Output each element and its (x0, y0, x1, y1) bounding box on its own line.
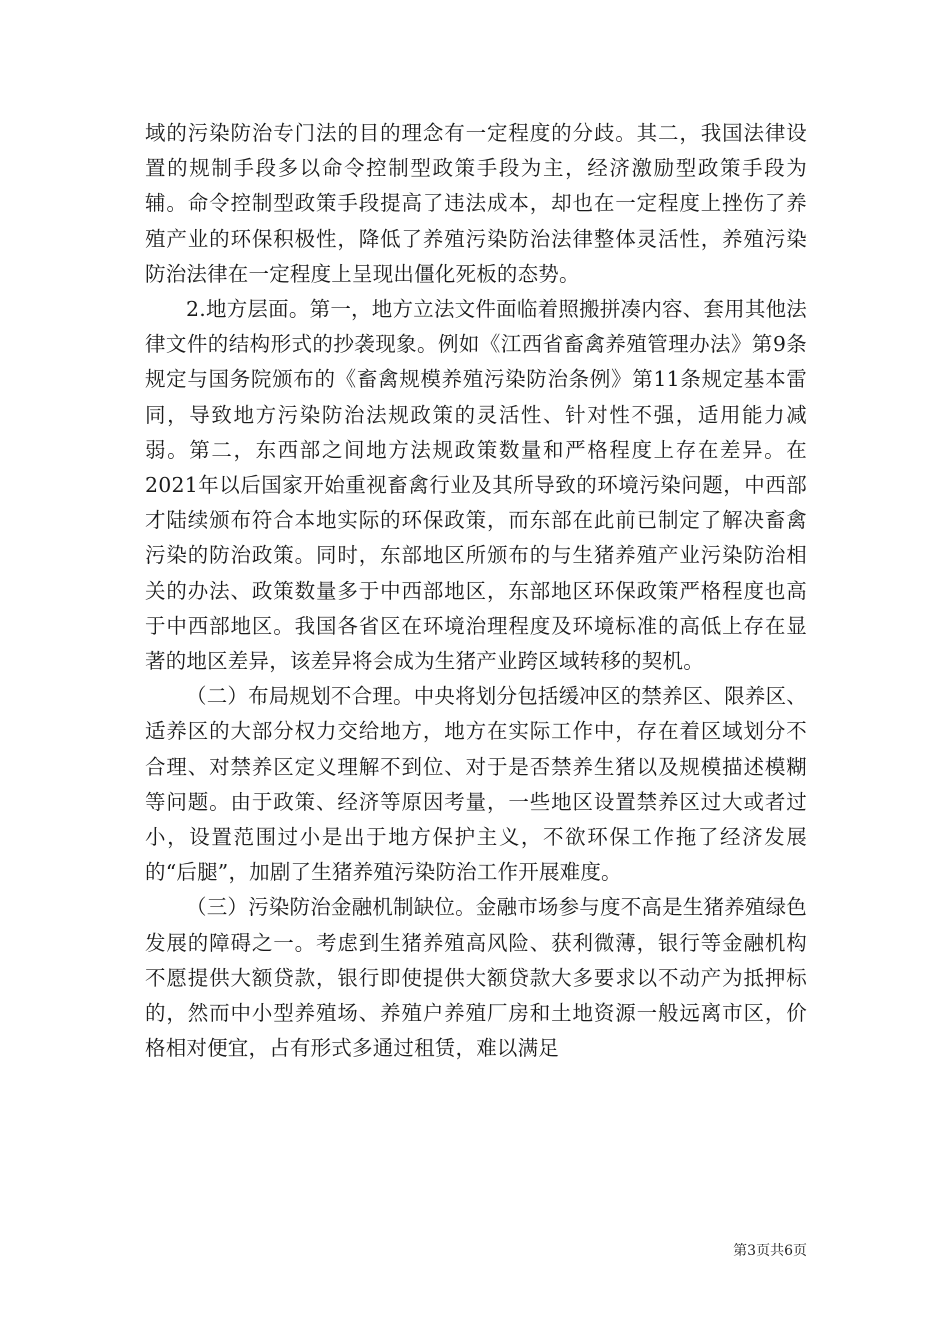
paragraph-2: 2.地方层面。第一，地方立法文件面临着照搬拼凑内容、套用其他法律文件的结构形式的抄袭现象。例如《江西省畜禽养殖管理办法》第9条规定与国务院颁布的《畜禽规模养殖污染防治条例》第11条规定基本雷同，导致地方污染防治法规政策的灵活性、针对性不强，适用能力减弱。第二，东西部之间地方法规政策数量和严格程度上存在差异。在2021年以后国家开始重视畜禽行业及其所导致的环境污染问题，中西部才陆续颁布符合本地实际的环保政策，而东部在此前已制定了解决畜禽污染的防治政策。同时，东部地区所颁布的与生猪养殖产业污染防治相关的办法、政策数量多于中西部地区，东部地区环保政策严格程度也高于中西部地区。我国各省区在环境治理程度及环境标准的高低上存在显著的地区差异，该差异将会成为生猪产业跨区域转移的契机。 (145, 297, 807, 674)
document-body (145, 116, 807, 1066)
paragraph-4: （三）污染防治金融机制缺位。金融市场参与度不高是生猪养殖绿色发展的障碍之一。考虑到生猪养殖高风险、获利微薄，银行等金融机构不愿提供大额贷款，银行即使提供大额贷款大多要求以不动产为抵押标的，然而中小型养殖场、养殖户养殖厂房和土地资源一般远离市区，价格相对便宜，占有形式多通过租赁，难以满足 (145, 895, 807, 1061)
page-number-footer: 第3页共6页 (733, 1243, 807, 1259)
paragraph-3: （二）布局规划不合理。中央将划分包括缓冲区的禁养区、限养区、适养区的大部分权力交给地方，地方在实际工作中，存在着区域划分不合理、对禁养区定义理解不到位、对于是否禁养生猪以及规模描述模糊等问题。由于政策、经济等原因考量，一些地区设置禁养区过大或者过小，设置范围过小是出于地方保护主义，不欲环保工作拖了经济发展的“后腿”，加剧了生猪养殖污染防治工作开展难度。 (145, 684, 807, 885)
paragraph-1: 域的污染防治专门法的目的理念有一定程度的分歧。其二，我国法律设置的规制手段多以命令控制型政策手段为主，经济激励型政策手段为辅。命令控制型政策手段提高了违法成本，却也在一定程度上挫伤了养殖产业的环保积极性，降低了养殖污染防治法律整体灵活性，养殖污染防治法律在一定程度上呈现出僵化死板的态势。 (145, 121, 807, 286)
